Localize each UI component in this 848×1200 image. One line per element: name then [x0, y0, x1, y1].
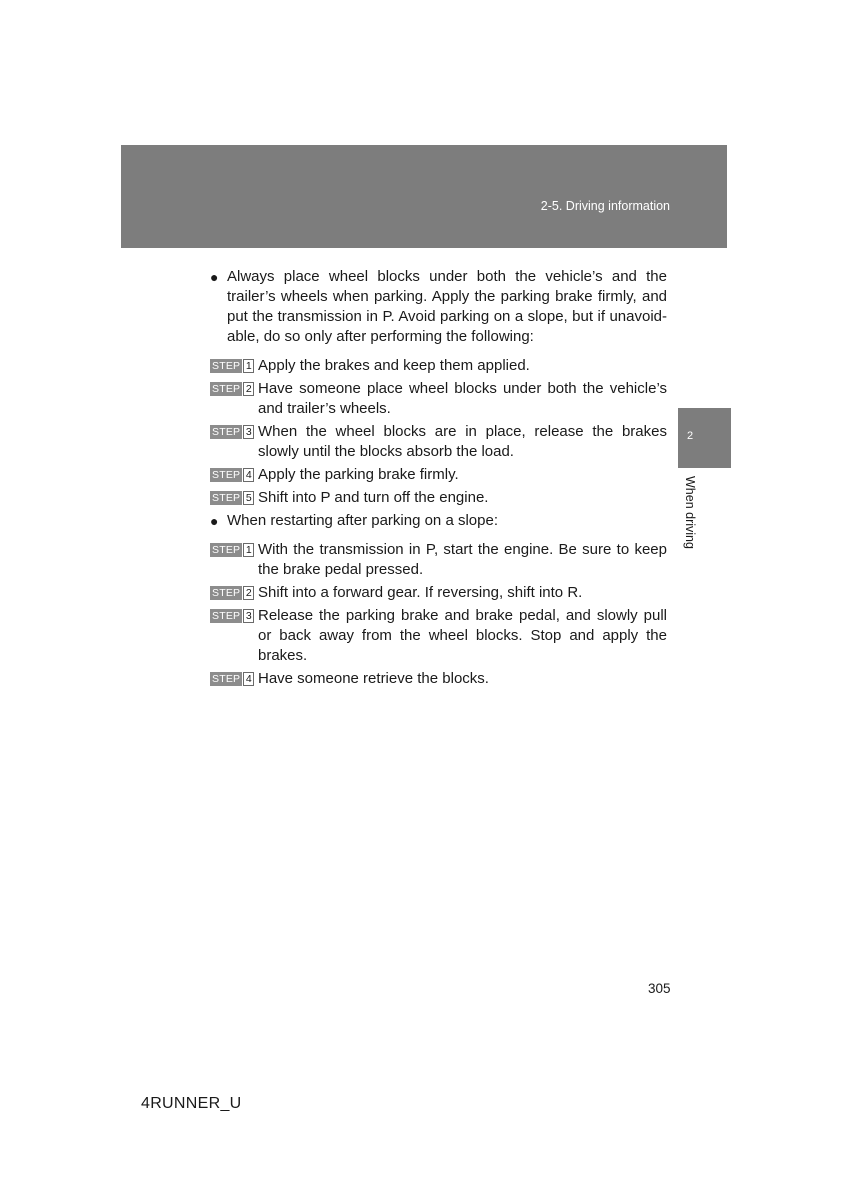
- step-text: Have someone retrieve the blocks.: [258, 670, 489, 687]
- step-label: STEP: [212, 383, 241, 395]
- chapter-tab: [678, 408, 731, 468]
- bullet-dot-icon: ●: [210, 269, 219, 285]
- restart-steps: [210, 540, 667, 689]
- step-label: STEP: [212, 426, 241, 438]
- step-text: Apply the brakes and keep them applied.: [258, 357, 530, 374]
- step-number: 1: [243, 543, 254, 557]
- step-item: [210, 422, 667, 462]
- step-number: 4: [243, 468, 254, 482]
- step-badge: [210, 359, 254, 373]
- step-badge: [210, 425, 254, 439]
- step-badge: [210, 586, 254, 600]
- step-text: Shift into a forward gear. If reversing, shift into R.: [258, 584, 583, 601]
- bullet-restart: [210, 511, 667, 531]
- step-badge: [210, 672, 254, 686]
- step-badge: [210, 468, 254, 482]
- step-item: [210, 356, 667, 376]
- bullet-parking: [210, 267, 667, 347]
- step-number: 1: [243, 359, 254, 373]
- step-item: [210, 465, 667, 485]
- bullet-text: When restarting after parking on a slope:: [227, 512, 498, 529]
- step-number: 5: [243, 491, 254, 505]
- step-item: [210, 540, 667, 580]
- parking-steps: [210, 356, 667, 508]
- header-band: [121, 145, 727, 248]
- step-number: 2: [243, 382, 254, 396]
- chapter-number: 2: [687, 430, 694, 442]
- step-text: Shift into P and turn off the engine.: [258, 489, 489, 506]
- step-item: [210, 583, 667, 603]
- step-label: STEP: [212, 360, 241, 372]
- step-text: Have someone place wheel blocks under both the vehicle’s and trailer’s wheels.: [258, 380, 667, 417]
- step-badge: [210, 382, 254, 396]
- bullet-dot-icon: ●: [210, 513, 219, 529]
- document-code: 4RUNNER_U: [141, 1095, 242, 1112]
- step-badge: [210, 609, 254, 623]
- step-item: [210, 606, 667, 666]
- step-item: [210, 488, 667, 508]
- section-title: 2-5. Driving information: [540, 199, 670, 213]
- step-number: 3: [243, 609, 254, 623]
- step-label: STEP: [212, 492, 241, 504]
- step-label: STEP: [212, 610, 241, 622]
- page-number: 305: [648, 981, 671, 996]
- step-label: STEP: [212, 673, 241, 685]
- main-content: [210, 267, 667, 692]
- step-label: STEP: [212, 469, 241, 481]
- chapter-label: When driving: [683, 476, 697, 549]
- step-text: With the transmission in P, start the engine. Be sure to keep the brake pedal pressed.: [258, 541, 667, 578]
- step-item: [210, 669, 667, 689]
- step-number: 3: [243, 425, 254, 439]
- step-text: Release the parking brake and brake pedal, and slowly pull or back away from the wheel blocks. Stop and apply the brakes.: [258, 607, 667, 664]
- step-item: [210, 379, 667, 419]
- step-text: When the wheel blocks are in place, release the brakes slowly until the blocks absorb the load.: [258, 423, 667, 460]
- step-badge: [210, 491, 254, 505]
- bullet-text: Always place wheel blocks under both the vehicle’s and the trailer’s wheels when parking. Apply the parking brake firmly, and put the transmission in P. Avoid parking on a slope, but if unavoid-able, do so only after performing the following:: [227, 268, 667, 345]
- step-number: 4: [243, 672, 254, 686]
- step-badge: [210, 543, 254, 557]
- step-text: Apply the parking brake firmly.: [258, 466, 459, 483]
- step-label: STEP: [212, 587, 241, 599]
- step-number: 2: [243, 586, 254, 600]
- step-label: STEP: [212, 544, 241, 556]
